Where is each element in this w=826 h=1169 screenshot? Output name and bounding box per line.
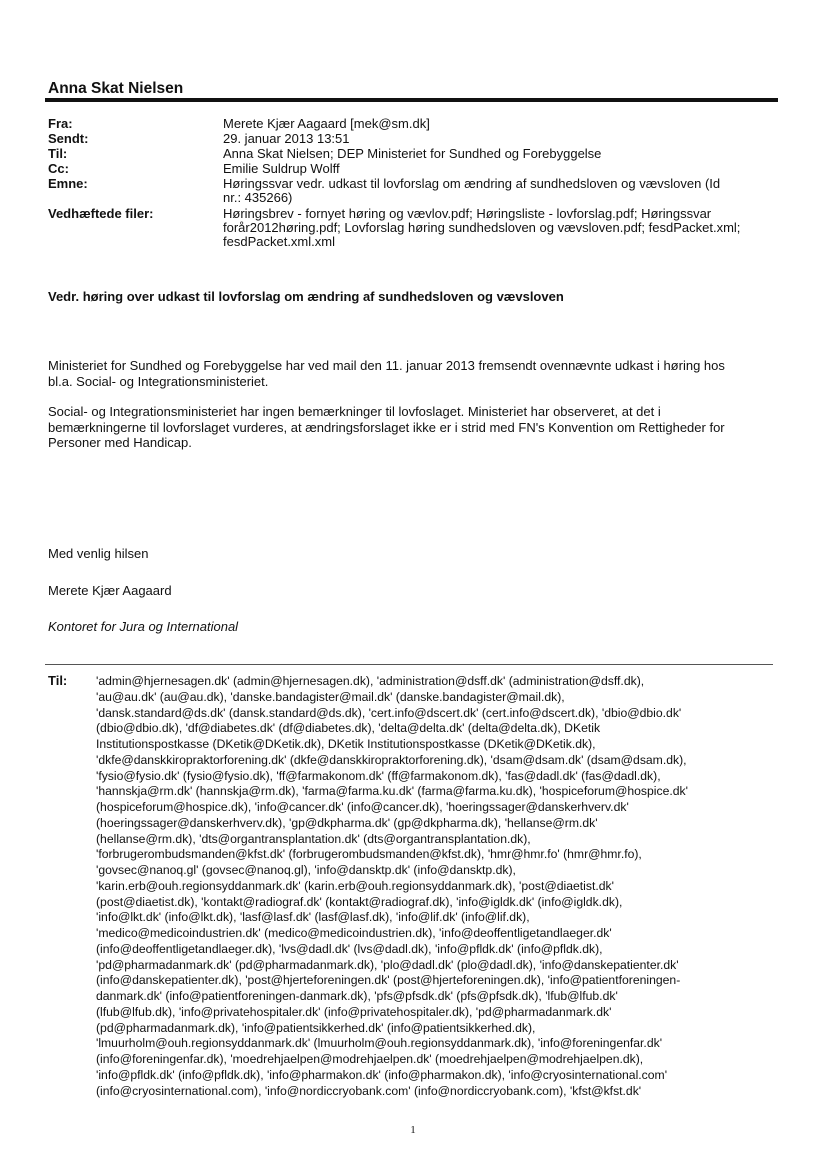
body-paragraph-1 xyxy=(48,358,725,389)
sent-label: Sendt: xyxy=(48,131,89,146)
attachments-label: Vedhæftede filer: xyxy=(48,206,154,221)
to-value-line: Anna Skat Nielsen; DEP Ministeriet for Sundhed og Forebyggelse xyxy=(223,146,602,161)
body-paragraph-2 xyxy=(48,404,725,451)
body-subject: Vedr. høring over udkast til lovforslag om ændring af sundhedsloven og vævsloven xyxy=(48,289,564,304)
from-value-line: Merete Kjær Aagaard [mek@sm.dk] xyxy=(223,116,430,131)
paragraph-line: Personer med Handicap. xyxy=(48,435,192,450)
signature-office: Kontoret for Jura og International xyxy=(48,619,239,634)
subject-value-line: Høringssvar vedr. udkast til lovforslag om ændring af sundhedsloven og vævsloven (Id xyxy=(223,176,721,191)
recipient-line: 'medico@medicoindustrien.dk' (medico@medicoindustrien.dk), 'info@deoffentligetandlaeger.dk' xyxy=(96,926,612,940)
subject-label: Emne: xyxy=(48,176,88,191)
recipient-line: 'lmuurholm@ouh.regionsyddanmark.dk' (lmuurholm@ouh.regionsyddanmark.dk), 'info@foreningenfar.dk' xyxy=(96,1036,663,1051)
subject-value xyxy=(223,177,783,205)
recipient-line: (pd@pharmadanmark.dk), 'info@patientsikkerhed.dk' (info@patientsikkerhed.dk), xyxy=(96,1020,536,1035)
attachments-value-line: fesdPacket.xml.xml xyxy=(223,234,335,249)
paragraph-line: Ministeriet for Sundhed og Forebyggelse har ved mail den 11. januar 2013 fremsendt ovennævnte udkast i høring hos xyxy=(48,358,725,373)
recipient-line: 'karin.erb@ouh.regionsyddanmark.dk' (karin.erb@ouh.regionsyddanmark.dk), 'post@diaetist.dk' xyxy=(96,878,614,893)
recipient-line: 'dansk.standard@ds.dk' (dansk.standard@ds.dk), 'cert.info@dscert.dk' (cert.info@dscert.dk), 'dbio@dbio.dk' xyxy=(96,705,682,720)
recipient-line: danmark.dk' (info@patientforeningen-danmark.dk), 'pfs@pfsdk.dk' (pfs@pfsdk.dk), 'lfub@lfub.dk' xyxy=(96,989,618,1003)
paragraph-line: bemærkningerne til lovforslaget vurderes, at ændringsforslaget ikke er i strid med FN's Konvention om Rettigheder for xyxy=(48,419,725,435)
recipient-line: 'hannskja@rm.dk' (hannskja@rm.dk), 'farma@farma.ku.dk' (farma@farma.ku.dk), 'hospiceforum@hospice.dk' xyxy=(96,784,688,799)
from-value xyxy=(223,117,783,131)
recipient-line: 'dkfe@danskkiropraktorforening.dk' (dkfe@danskkiropraktorforening.dk), 'dsam@dsam.dk' (dsam@dsam.dk), xyxy=(96,752,687,767)
recipients-label: Til: xyxy=(48,673,68,688)
sent-value xyxy=(223,132,783,146)
sent-value-line: 29. januar 2013 13:51 xyxy=(223,131,350,146)
recipient-line: 'forbrugerombudsmanden@kfst.dk' (forbrugerombudsmanden@kfst.dk), 'hmr@hmr.fo' (hmr@hmr.fo), xyxy=(96,847,642,862)
subject-value-line: nr.: 435266) xyxy=(223,190,293,205)
recipient-line: Institutionspostkasse (DKetik@DKetik.dk), DKetik Institutionspostkasse (DKetik@DKetik.dk), xyxy=(96,737,596,751)
recipient-line: (hospiceforum@hospice.dk), 'info@cancer.dk' (info@cancer.dk), 'hoeringssager@danskerhverv.dk' xyxy=(96,800,629,814)
recipient-line: 'fysio@fysio.dk' (fysio@fysio.dk), 'ff@farmakonom.dk' (ff@farmakonom.dk), 'fas@dadl.dk' (fas@dadl.dk), xyxy=(96,768,661,783)
recipient-line: (hoeringssager@danskerhverv.dk), 'gp@dkpharma.dk' (gp@dkpharma.dk), 'hellanse@rm.dk' xyxy=(96,815,598,830)
recipient-line: 'au@au.dk' (au@au.dk), 'danske.bandagister@mail.dk' (danske.bandagister@mail.dk), xyxy=(96,689,565,704)
cc-label: Cc: xyxy=(48,161,69,176)
attachments-value-line: Høringsbrev - fornyet høring og vævlov.pdf; Høringsliste - lovforslag.pdf; Høringssvar xyxy=(223,206,712,221)
recipient-line: (info@danskepatienter.dk), 'post@hjerteforeningen.dk' (post@hjerteforeningen.dk), 'info@patientforeningen- xyxy=(96,973,681,988)
recipient-line: (hellanse@rm.dk), 'dts@organtransplantation.dk' (dts@organtransplantation.dk), xyxy=(96,831,531,846)
recipient-line: (dbio@dbio.dk), 'df@diabetes.dk' (df@diabetes.dk), 'delta@delta.dk' (delta@delta.dk), DKetik xyxy=(96,721,601,736)
recipient-line: (post@diaetist.dk), 'kontakt@radiograf.dk' (kontakt@radiograf.dk), 'info@igldk.dk' (info@igldk.dk), xyxy=(96,894,623,909)
from-label: Fra: xyxy=(48,116,73,131)
closing-text: Med venlig hilsen xyxy=(48,546,149,561)
signature-name: Merete Kjær Aagaard xyxy=(48,583,172,598)
paragraph-line: bl.a. Social- og Integrationsministeriet. xyxy=(48,373,269,389)
recipient-line: 'govsec@nanoq.gl' (govsec@nanoq.gl), 'info@dansktp.dk' (info@dansktp.dk), xyxy=(96,863,516,877)
recipient-line: (info@foreningenfar.dk), 'moedrehjaelpen@modrehjaelpen.dk' (moedrehjaelpen@modrehjaelpen.dk), xyxy=(96,1052,644,1066)
paragraph-line: Social- og Integrationsministeriet har ingen bemærkninger til lovfoslaget. Ministeriet har observeret, at det i xyxy=(48,404,661,419)
recipient-line: 'pd@pharmadanmark.dk' (pd@pharmadanmark.dk), 'plo@dadl.dk' (plo@dadl.dk), 'info@danskepatienter.dk' xyxy=(96,957,679,972)
header-rule xyxy=(45,98,778,102)
recipient-line: 'info@pfldk.dk' (info@pfldk.dk), 'info@pharmakon.dk' (info@pharmakon.dk), 'info@cryosinternational.com' xyxy=(96,1067,668,1082)
to-value xyxy=(223,147,783,161)
recipients-list xyxy=(96,674,776,1099)
recipient-line: (info@deoffentligetandlaeger.dk), 'lvs@dadl.dk' (lvs@dadl.dk), 'info@pfldk.dk' (info@pfldk.dk), xyxy=(96,941,603,956)
section-divider xyxy=(45,664,773,665)
recipient-line: 'info@lkt.dk' (info@lkt.dk), 'lasf@lasf.dk' (lasf@lasf.dk), 'info@lif.dk' (info@lif.dk), xyxy=(96,910,530,925)
recipient-line: 'admin@hjernesagen.dk' (admin@hjernesagen.dk), 'administration@dsff.dk' (administration@dsff.dk), xyxy=(96,674,645,688)
cc-value-line: Emilie Suldrup Wolff xyxy=(223,161,340,176)
to-label: Til: xyxy=(48,146,68,161)
sender-name: Anna Skat Nielsen xyxy=(48,80,184,97)
attachments-value-line: forår2012høring.pdf; Lovforslag høring sundhedsloven og vævsloven.pdf; fesdPacket.xml; xyxy=(223,220,741,235)
attachments-value xyxy=(223,207,783,249)
page-number: 1 xyxy=(410,1124,416,1136)
recipient-line: (info@cryosinternational.com), 'info@nordiccryobank.com' (info@nordiccryobank.com), 'kfst@kfst.dk' xyxy=(96,1083,642,1098)
recipient-line: (lfub@lfub.dk), 'info@privatehospitaler.dk' (info@privatehospitaler.dk), 'pd@pharmadanmark.dk' xyxy=(96,1004,612,1019)
cc-value xyxy=(223,162,783,176)
